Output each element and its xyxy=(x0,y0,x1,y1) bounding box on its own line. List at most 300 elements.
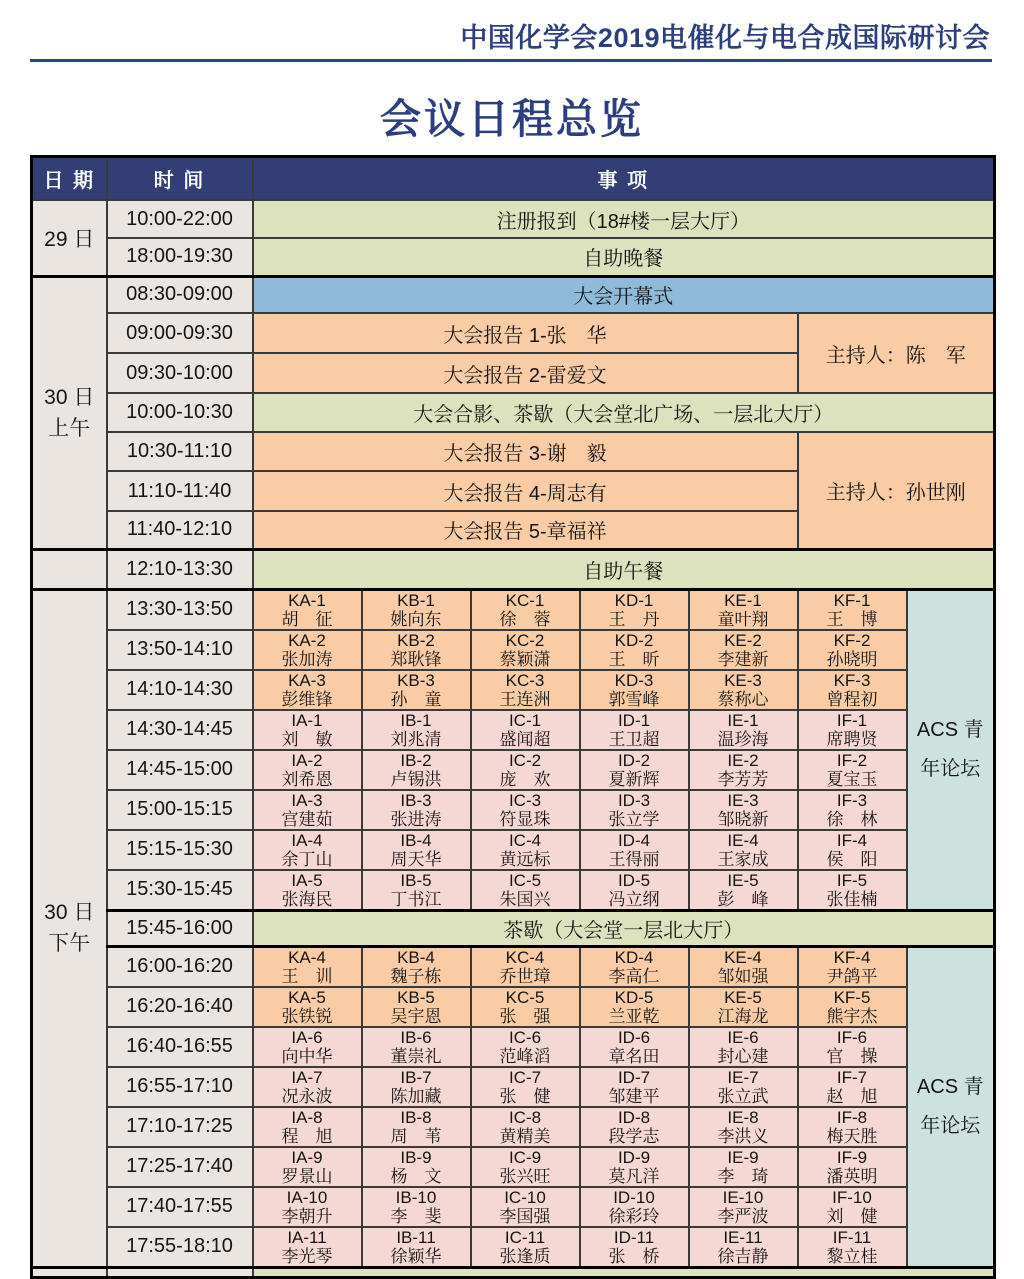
col-header-time: 时 间 xyxy=(107,157,253,201)
cell-line: 张逢质 xyxy=(499,1246,551,1266)
cell-line: KE-2 xyxy=(724,630,762,650)
talk-cell xyxy=(253,1147,362,1187)
schedule-body xyxy=(32,200,995,1277)
time-cell: 14:10-14:30 xyxy=(107,670,253,710)
cell-line: 李 斐 xyxy=(390,1206,442,1226)
talk-cell xyxy=(580,750,689,790)
cell-line: KA-1 xyxy=(288,590,326,610)
cell-line: 卢锡洪 xyxy=(390,769,442,789)
cell-line: 蔡颖潇 xyxy=(499,649,551,669)
talk-cell xyxy=(798,1067,907,1107)
time-cell: 13:50-14:10 xyxy=(107,630,253,670)
cell-line: KF-4 xyxy=(833,947,871,967)
table-row xyxy=(32,750,995,790)
cell-line: 尹鸽平 xyxy=(826,966,878,986)
cell-line: IF-10 xyxy=(832,1187,872,1207)
cell-line: ID-7 xyxy=(617,1067,651,1087)
table-row xyxy=(32,200,995,238)
cell-line: ID-8 xyxy=(617,1107,651,1127)
talk-cell xyxy=(471,1027,580,1067)
cell-line: 李国强 xyxy=(499,1206,551,1226)
cell-line: 李 琦 xyxy=(717,1166,769,1186)
talk-cell xyxy=(580,946,689,987)
talk-cell xyxy=(689,1027,798,1067)
talk-cell xyxy=(798,670,907,710)
cell-line: ID-1 xyxy=(617,710,651,730)
cell-line: IE-4 xyxy=(727,830,759,850)
cell-line: 李光琴 xyxy=(281,1246,333,1266)
time-cell: 18:00-19:30 xyxy=(107,238,253,276)
cell-line: ID-3 xyxy=(617,790,651,810)
cell-line: 张 健 xyxy=(499,1086,551,1106)
cell-line: 张 桥 xyxy=(608,1246,660,1266)
cell-line: 宫建茹 xyxy=(281,809,333,829)
cell-line: IF-6 xyxy=(836,1027,868,1047)
talk-cell xyxy=(798,946,907,987)
talk-cell xyxy=(798,830,907,870)
cell-line: IC-11 xyxy=(504,1227,546,1247)
event-cell: 茶歇（大会堂一层北大厅） xyxy=(253,910,995,946)
cell-line: ID-9 xyxy=(617,1147,651,1167)
cell-line: 曾程初 xyxy=(826,689,878,709)
cell-line: KD-3 xyxy=(614,670,654,690)
cell-line: IB-11 xyxy=(396,1227,436,1247)
cell-line: KB-4 xyxy=(397,947,435,967)
cell-line: IA-10 xyxy=(286,1187,328,1207)
talk-cell xyxy=(689,589,798,630)
talk-cell xyxy=(580,830,689,870)
cell-line: 杨 文 xyxy=(390,1166,442,1186)
talk-cell xyxy=(471,1227,580,1268)
cell-line: KC-5 xyxy=(505,987,545,1007)
cell-line: KB-5 xyxy=(397,987,435,1007)
cell-line: 张 强 xyxy=(499,1006,551,1026)
cell-line: IC-6 xyxy=(508,1027,542,1047)
talk-cell xyxy=(471,750,580,790)
cell-line: IE-7 xyxy=(727,1067,759,1087)
talk-cell xyxy=(471,630,580,670)
time-cell: 10:00-10:30 xyxy=(107,393,253,432)
cell-line: ID-2 xyxy=(617,750,651,770)
table-row xyxy=(32,670,995,710)
cell-line: 魏子栋 xyxy=(390,966,442,986)
cell-line: 张佳楠 xyxy=(826,889,878,909)
cell-line: 刘 健 xyxy=(826,1206,878,1226)
date-cell xyxy=(32,276,107,549)
cell-line: IA-5 xyxy=(291,870,323,890)
cell-line: 李严波 xyxy=(717,1206,769,1226)
talk-cell xyxy=(471,589,580,630)
talk-cell xyxy=(253,987,362,1027)
cell-line: 王 昕 xyxy=(608,649,660,669)
time-cell: 16:40-16:55 xyxy=(107,1027,253,1067)
cell-line: 章名田 xyxy=(608,1046,660,1066)
cell-line: 孙晓明 xyxy=(826,649,878,669)
talk-cell xyxy=(798,750,907,790)
talk-cell xyxy=(362,987,471,1027)
talk-cell xyxy=(362,1147,471,1187)
cell-line: 张立武 xyxy=(717,1086,769,1106)
talk-cell xyxy=(362,946,471,987)
time-cell: 09:30-10:00 xyxy=(107,353,253,393)
cell-line: 刘希恩 xyxy=(281,769,333,789)
table-row xyxy=(32,393,995,432)
cell-line: KA-2 xyxy=(288,630,326,650)
cell-line: IF-3 xyxy=(836,790,868,810)
talk-cell xyxy=(362,870,471,911)
time-cell: 15:45-16:00 xyxy=(107,910,253,946)
talk-cell xyxy=(253,1107,362,1147)
cell-line: 张加涛 xyxy=(281,649,333,669)
talk-cell xyxy=(689,987,798,1027)
cell-line: 侯 阳 xyxy=(826,849,878,869)
cell-line: IB-7 xyxy=(400,1067,432,1087)
talk-cell xyxy=(362,1067,471,1107)
table-row xyxy=(32,630,995,670)
cell-line: 周 苇 xyxy=(390,1126,442,1146)
cell-line: 庞 欢 xyxy=(499,769,551,789)
cell-line: 邹建平 xyxy=(608,1086,660,1106)
cell-line: IE-6 xyxy=(727,1027,759,1047)
talk-cell xyxy=(689,946,798,987)
cell-line: 黎立桂 xyxy=(826,1246,878,1266)
date-cell: 29 日 xyxy=(32,200,107,276)
talk-cell xyxy=(580,1107,689,1147)
talk-cell xyxy=(689,630,798,670)
cell-line: 张进涛 xyxy=(390,809,442,829)
time-cell: 09:00-09:30 xyxy=(107,313,253,353)
talk-cell xyxy=(471,830,580,870)
time-cell: 13:30-13:50 xyxy=(107,589,253,630)
cell-line: 冯立纲 xyxy=(608,889,660,909)
talk-cell xyxy=(689,670,798,710)
cell-line: ID-5 xyxy=(617,870,651,890)
talk-cell xyxy=(471,1147,580,1187)
cell-line: 席聘贤 xyxy=(826,729,878,749)
header-divider xyxy=(30,59,992,62)
time-cell: 17:10-17:25 xyxy=(107,1107,253,1147)
cell-line: 年论坛 xyxy=(920,758,981,780)
event-cell: 自助午餐 xyxy=(253,549,995,589)
talk-cell xyxy=(689,1227,798,1268)
cell-line: 向中华 xyxy=(281,1046,333,1066)
talk-cell xyxy=(798,1187,907,1227)
time-cell: 08:30-09:00 xyxy=(107,276,253,313)
table-row xyxy=(32,1227,995,1268)
talk-cell xyxy=(362,1027,471,1067)
table-row xyxy=(32,710,995,750)
cell-line: KE-5 xyxy=(724,987,762,1007)
table-header-row xyxy=(32,157,995,201)
cell-line: 王 博 xyxy=(826,609,878,629)
cell-line: 官 操 xyxy=(826,1046,878,1066)
cell-line: 盛闻超 xyxy=(499,729,551,749)
cell-line: IF-2 xyxy=(836,750,868,770)
event-cell: 大会报告 4-周志有 xyxy=(253,471,798,511)
cell-line: 朱国兴 xyxy=(499,889,551,909)
page-title: 会议日程总览 xyxy=(380,96,644,142)
table-row xyxy=(32,432,995,471)
cell-line: 刘 敏 xyxy=(281,729,333,749)
talk-cell xyxy=(580,790,689,830)
cell-line: 李高仁 xyxy=(608,966,660,986)
cell-line: IB-6 xyxy=(400,1027,432,1047)
cell-line: IC-2 xyxy=(508,750,542,770)
cell-line: 李建新 xyxy=(717,649,769,669)
cell-line: 刘兆清 xyxy=(390,729,442,749)
cell-line: IF-11 xyxy=(832,1227,872,1247)
talk-cell xyxy=(471,1067,580,1107)
talk-cell xyxy=(689,1147,798,1187)
cell-line: ID-6 xyxy=(617,1027,651,1047)
cell-line: 郭雪峰 xyxy=(608,689,660,709)
talk-cell xyxy=(471,870,580,911)
talk-cell xyxy=(580,589,689,630)
cell-line: 陈加藏 xyxy=(390,1086,442,1106)
talk-cell xyxy=(798,1027,907,1067)
cell-line: 符显珠 xyxy=(499,809,551,829)
table-row xyxy=(32,1027,995,1067)
talk-cell xyxy=(471,946,580,987)
talk-cell xyxy=(798,589,907,630)
talk-cell xyxy=(798,987,907,1027)
cell-line: KB-1 xyxy=(397,590,435,610)
cell-line: KD-4 xyxy=(614,947,654,967)
time-cell: 17:25-17:40 xyxy=(107,1147,253,1187)
cell-line: 徐 林 xyxy=(826,809,878,829)
talk-cell xyxy=(580,630,689,670)
date-cell xyxy=(32,1267,107,1277)
cell-line: 吴宇恩 xyxy=(390,1006,442,1026)
talk-cell xyxy=(362,710,471,750)
cell-line: IB-8 xyxy=(400,1107,432,1127)
table-row xyxy=(32,549,995,589)
talk-cell xyxy=(689,870,798,911)
cell-line: 黄精美 xyxy=(499,1126,551,1146)
table-row xyxy=(32,1187,995,1227)
talk-cell xyxy=(253,790,362,830)
cell-line: 潘英明 xyxy=(826,1166,878,1186)
cell-line: 王 训 xyxy=(281,966,333,986)
cell-line: IC-1 xyxy=(508,710,542,730)
cell-line: ACS 青 xyxy=(916,719,984,741)
cell-line: IE-5 xyxy=(727,870,759,890)
table-row xyxy=(32,1107,995,1147)
time-cell: 11:40-12:10 xyxy=(107,511,253,549)
cell-line: IC-3 xyxy=(508,790,542,810)
talk-cell xyxy=(253,946,362,987)
event-cell: 大会报告 5-章福祥 xyxy=(253,511,798,549)
talk-cell xyxy=(798,1147,907,1187)
cell-line: IE-10 xyxy=(722,1187,764,1207)
table-row xyxy=(32,589,995,630)
talk-cell xyxy=(798,870,907,911)
cell-line: 程 旭 xyxy=(281,1126,333,1146)
cell-line: 梅天胜 xyxy=(826,1126,878,1146)
talk-cell xyxy=(580,870,689,911)
talk-cell xyxy=(471,1187,580,1227)
cell-line: 封心建 xyxy=(717,1046,769,1066)
col-header-date: 日 期 xyxy=(32,157,107,201)
talk-cell xyxy=(798,790,907,830)
time-cell: 10:00-22:00 xyxy=(107,200,253,238)
cell-line: IA-11 xyxy=(287,1227,327,1247)
talk-cell xyxy=(580,1147,689,1187)
cell-line: 王连洲 xyxy=(499,689,551,709)
talk-cell xyxy=(253,870,362,911)
cell-line: 童叶翔 xyxy=(717,609,769,629)
table-row xyxy=(32,946,995,987)
cell-line: KF-3 xyxy=(833,670,871,690)
cell-line: IE-1 xyxy=(727,710,759,730)
talk-cell xyxy=(471,987,580,1027)
time-cell: 17:40-17:55 xyxy=(107,1187,253,1227)
talk-cell xyxy=(689,1107,798,1147)
date-cell xyxy=(32,589,107,1267)
cell-line: 李洪义 xyxy=(717,1126,769,1146)
cell-line: 段学志 xyxy=(608,1126,660,1146)
table-row xyxy=(32,1067,995,1107)
table-row xyxy=(32,830,995,870)
time-cell: 14:30-14:45 xyxy=(107,710,253,750)
cell-line: KE-1 xyxy=(724,590,762,610)
cell-line: ACS 青 xyxy=(916,1076,984,1098)
talk-cell xyxy=(580,1187,689,1227)
cell-line: IC-4 xyxy=(508,830,542,850)
cell-line: 30 日 xyxy=(44,385,95,409)
talk-cell xyxy=(253,710,362,750)
talk-cell xyxy=(362,1227,471,1268)
cell-line: IE-9 xyxy=(727,1147,759,1167)
table-row xyxy=(32,1147,995,1187)
cell-line: 张兴旺 xyxy=(499,1166,551,1186)
cell-line: IF-7 xyxy=(836,1067,868,1087)
talk-cell xyxy=(689,1067,798,1107)
time-cell: 15:00-15:15 xyxy=(107,790,253,830)
cell-line: 董崇礼 xyxy=(390,1046,442,1066)
cell-line: 张铁锐 xyxy=(281,1006,333,1026)
time-cell: 14:45-15:00 xyxy=(107,750,253,790)
cell-line: KE-3 xyxy=(724,670,762,690)
cell-line: KD-5 xyxy=(614,987,654,1007)
time-cell: 12:10-13:30 xyxy=(107,549,253,589)
cell-line: 余丁山 xyxy=(281,849,333,869)
cell-line: 徐吉静 xyxy=(717,1246,769,1266)
talk-cell xyxy=(689,790,798,830)
talk-cell xyxy=(689,710,798,750)
cell-line: 夏新辉 xyxy=(608,769,660,789)
cell-line: IA-4 xyxy=(291,830,323,850)
cell-line: IA-9 xyxy=(291,1147,323,1167)
cell-line: IA-7 xyxy=(291,1067,323,1087)
table-row xyxy=(32,870,995,911)
cell-line: IB-3 xyxy=(400,790,432,810)
moderator-cell: 主持人：陈 军 xyxy=(798,313,995,393)
event-cell: 注册报到（18#楼一层大厅） xyxy=(253,200,995,238)
talk-cell xyxy=(471,670,580,710)
cell-line: KB-2 xyxy=(397,630,435,650)
cell-line: 彭 峰 xyxy=(717,889,769,909)
time-cell: 16:20-16:40 xyxy=(107,987,253,1027)
talk-cell xyxy=(580,1227,689,1268)
event-cell: 大会报告 1-张 华 xyxy=(253,313,798,353)
cell-line: KD-1 xyxy=(614,590,654,610)
talk-cell xyxy=(580,1067,689,1107)
cell-line: 罗景山 xyxy=(281,1166,333,1186)
cell-line: 兰亚乾 xyxy=(608,1006,660,1026)
time-cell: 17:55-18:10 xyxy=(107,1227,253,1268)
cell-line: 姚向东 xyxy=(390,609,442,629)
cell-line: ID-4 xyxy=(617,830,651,850)
cell-line: IB-5 xyxy=(400,870,432,890)
cell-line: KF-5 xyxy=(833,987,871,1007)
forum-cell xyxy=(907,946,995,1267)
cell-line: 夏宝玉 xyxy=(826,769,878,789)
talk-cell xyxy=(362,830,471,870)
cell-line: IB-4 xyxy=(400,830,432,850)
cell-line: KF-2 xyxy=(833,630,871,650)
talk-cell xyxy=(362,1187,471,1227)
talk-cell xyxy=(798,1227,907,1268)
time-cell: 10:30-11:10 xyxy=(107,432,253,471)
cell-line: 张立学 xyxy=(608,809,660,829)
cell-line: IE-11 xyxy=(723,1227,763,1247)
cell-line: IA-6 xyxy=(291,1027,323,1047)
cell-line: 丁书江 xyxy=(390,889,442,909)
cell-line: IF-8 xyxy=(836,1107,868,1127)
cell-line: 徐 蓉 xyxy=(499,609,551,629)
cell-line: 彭维锋 xyxy=(281,689,333,709)
cell-line: IE-8 xyxy=(727,1107,759,1127)
talk-cell xyxy=(580,987,689,1027)
cell-line: KE-4 xyxy=(724,947,762,967)
event-cell: 大会报告 2-雷爱文 xyxy=(253,353,798,393)
cell-line: 温珍海 xyxy=(717,729,769,749)
cell-line: 王卫超 xyxy=(608,729,660,749)
talk-cell xyxy=(798,630,907,670)
table-row xyxy=(32,790,995,830)
talk-cell xyxy=(689,750,798,790)
table-row xyxy=(32,1267,995,1277)
talk-cell xyxy=(471,710,580,750)
cell-line: 孙 童 xyxy=(390,689,442,709)
talk-cell xyxy=(253,750,362,790)
document-header-title: 中国化学会2019电催化与电合成国际研讨会 xyxy=(460,23,990,53)
event-cell xyxy=(253,1267,995,1277)
time-cell: 16:00-16:20 xyxy=(107,946,253,987)
cell-line: IA-3 xyxy=(291,790,323,810)
talk-cell xyxy=(689,1187,798,1227)
event-cell: 大会合影、茶歇（大会堂北广场、一层北大厅） xyxy=(253,393,995,432)
cell-line: KA-3 xyxy=(288,670,326,690)
time-cell: 11:10-11:40 xyxy=(107,471,253,511)
talk-cell xyxy=(471,790,580,830)
cell-line: 年论坛 xyxy=(920,1115,981,1137)
cell-line: IE-3 xyxy=(727,790,759,810)
time-cell: 15:30-15:45 xyxy=(107,870,253,911)
talk-cell xyxy=(253,589,362,630)
cell-line: IA-8 xyxy=(291,1107,323,1127)
talk-cell xyxy=(253,1187,362,1227)
cell-line: IB-10 xyxy=(395,1187,437,1207)
cell-line: 蔡称心 xyxy=(717,689,769,709)
cell-line: 况永波 xyxy=(281,1086,333,1106)
cell-line: KC-4 xyxy=(505,947,545,967)
cell-line: 郑耿锋 xyxy=(390,649,442,669)
forum-cell xyxy=(907,589,995,910)
cell-line: IC-5 xyxy=(508,870,542,890)
date-cell xyxy=(32,549,107,589)
